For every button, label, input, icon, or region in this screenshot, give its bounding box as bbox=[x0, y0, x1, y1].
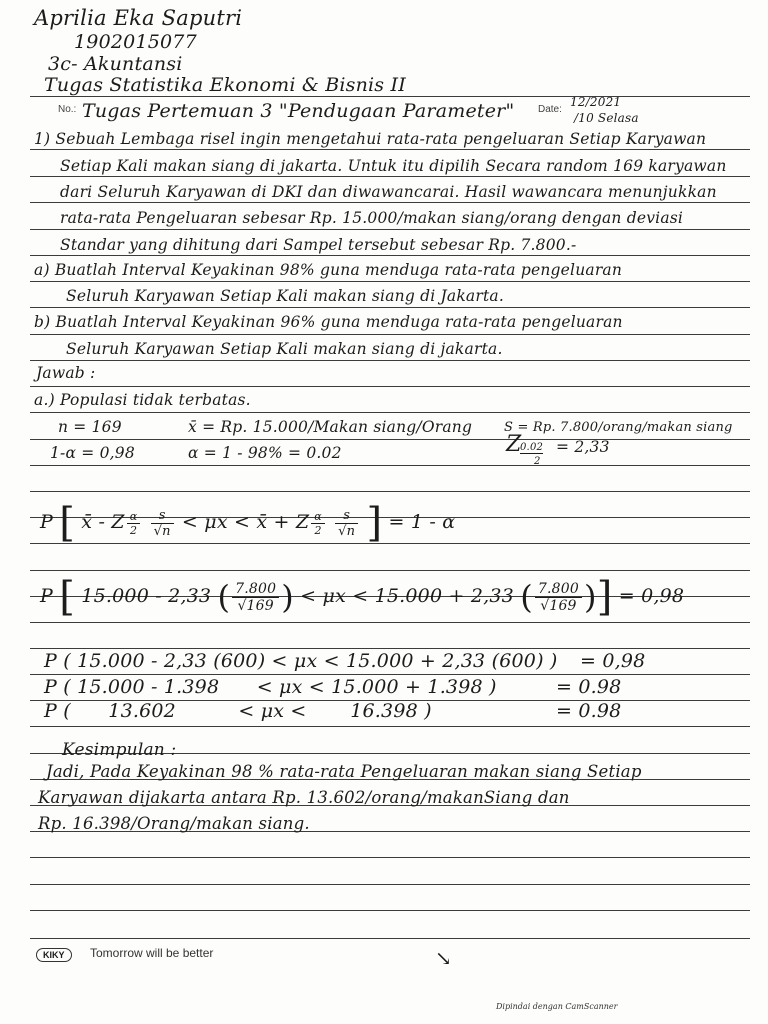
given-mean: x̄ = Rp. 15.000/Makan siang/Orang bbox=[188, 418, 473, 436]
step-row bbox=[44, 650, 558, 672]
sub-paren-open-2: ( bbox=[520, 578, 533, 616]
ruled-line bbox=[30, 938, 750, 939]
step-text: ( 13.602 < μx < 16.398 ) bbox=[63, 700, 432, 722]
step-result: = 0,98 bbox=[580, 650, 646, 672]
sub-den: √169 bbox=[237, 597, 274, 614]
ruled-line bbox=[30, 570, 750, 571]
ruled-line bbox=[30, 202, 750, 203]
given-std: S = Rp. 7.800/orang/makan siang bbox=[504, 420, 733, 435]
ruled-line bbox=[30, 149, 750, 150]
given-alpha: α = 1 - 98% = 0.02 bbox=[188, 444, 342, 462]
formula-mid: < μx < x̄ + Z bbox=[181, 511, 310, 533]
date-label: Date: bbox=[538, 104, 562, 115]
step-text: ( 15.000 - 1.398 < μx < 15.000 + 1.398 ) bbox=[63, 676, 497, 698]
conclusion-heading: Kesimpulan : bbox=[62, 740, 177, 760]
z-value: = 2,33 bbox=[556, 438, 610, 456]
step-result: = 0.98 bbox=[556, 700, 622, 722]
sub-right: = 0,98 bbox=[618, 585, 685, 607]
sub-bracket-close: ] bbox=[596, 574, 613, 620]
sub-paren-close-2: ) bbox=[584, 578, 597, 616]
date-bottom: /10 Selasa bbox=[574, 111, 639, 125]
ruled-line bbox=[30, 281, 750, 282]
problem-line: a) Buatlah Interval Keyakinan 98% guna menduga rata-rata pengeluaran bbox=[34, 261, 623, 279]
course-title: Tugas Statistika Ekonomi & Bisnis II bbox=[44, 74, 406, 96]
student-name: Aprilia Eka Saputri bbox=[34, 6, 243, 30]
z-subscript-num bbox=[520, 442, 543, 453]
formula-bracket-open: [ bbox=[59, 500, 76, 546]
brand-logo: KIKY bbox=[36, 948, 72, 962]
ruled-line bbox=[30, 491, 750, 492]
ruled-line bbox=[30, 622, 750, 623]
problem-line: Setiap Kali makan siang di jakarta. Untuk itu dipilih Secara random 169 karyawan bbox=[60, 157, 727, 175]
ruled-line bbox=[30, 360, 750, 361]
ruled-line bbox=[30, 307, 750, 308]
step-p: P bbox=[44, 650, 57, 672]
problem-line: Standar yang dihitung dari Sampel tersebut sebesar Rp. 7.800.- bbox=[60, 236, 577, 254]
sub-p: P bbox=[40, 585, 53, 607]
sub-den-2: √169 bbox=[540, 597, 577, 614]
formula-general bbox=[40, 500, 455, 546]
formula-right: = 1 - α bbox=[388, 511, 456, 533]
problem-line: Seluruh Karyawan Setiap Kali makan siang di Jakarta. bbox=[66, 287, 504, 305]
ruled-line bbox=[30, 726, 750, 727]
sub-bracket-open: [ bbox=[59, 574, 76, 620]
given-confidence: 1-α = 0,98 bbox=[50, 444, 135, 462]
ruled-line bbox=[30, 176, 750, 177]
sub-num: 7.800 bbox=[232, 581, 279, 598]
ruled-line bbox=[30, 96, 750, 97]
conclusion-line: Rp. 16.398/Orang/makan siang. bbox=[38, 814, 310, 833]
conclusion-line: Karyawan dijakarta antara Rp. 13.602/orang/makanSiang dan bbox=[38, 788, 570, 807]
step-p: P bbox=[44, 676, 57, 698]
ruled-line bbox=[30, 386, 750, 387]
arrow-icon: ↘ bbox=[435, 946, 452, 970]
ruled-line bbox=[30, 255, 750, 256]
step-result: = 0.98 bbox=[556, 676, 622, 698]
step-p: P bbox=[44, 700, 57, 722]
z-symbol: Z bbox=[506, 432, 522, 457]
assignment-title: Tugas Pertemuan 3 "Pendugaan Parameter" bbox=[82, 100, 515, 122]
problem-line: 1) Sebuah Lembaga risel ingin mengetahui rata-rata pengeluaran Setiap Karyawan bbox=[34, 130, 707, 148]
z-subscript-num-text: 0.02 bbox=[520, 442, 544, 453]
formula-p: P bbox=[40, 511, 53, 533]
alpha-den-2: 2 bbox=[314, 523, 322, 537]
answer-heading: Jawab : bbox=[36, 364, 96, 382]
ruled-line bbox=[30, 648, 750, 649]
no-label: No.: bbox=[58, 104, 77, 115]
step-text: ( 15.000 - 2,33 (600) < μx < 15.000 + 2,33 (600) ) bbox=[63, 650, 558, 672]
conclusion-line: Jadi, Pada Keyakinan 98 % rata-rata Pengeluaran makan siang Setiap bbox=[46, 762, 642, 781]
ruled-line bbox=[30, 857, 750, 858]
ruled-line bbox=[30, 674, 750, 675]
problem-line: rata-rata Pengeluaran sebesar Rp. 15.000/makan siang/orang dengan deviasi bbox=[60, 209, 684, 227]
ruled-line bbox=[30, 884, 750, 885]
s-den: √n bbox=[153, 523, 171, 539]
sub-left: 15.000 - 2,33 bbox=[81, 585, 212, 607]
scanner-watermark: Dipindai dengan CamScanner bbox=[496, 1002, 618, 1011]
step-row bbox=[44, 700, 432, 722]
sub-num-2: 7.800 bbox=[535, 581, 582, 598]
z-subscript-den: 2 bbox=[534, 456, 541, 467]
formula-bracket-close: ] bbox=[366, 500, 383, 546]
date-top: 12/2021 bbox=[570, 95, 622, 109]
problem-line: dari Seluruh Karyawan di DKI dan diwawancarai. Hasil wawancara menunjukkan bbox=[60, 183, 717, 201]
sub-paren-close: ) bbox=[281, 578, 294, 616]
alpha-num: α bbox=[127, 510, 141, 524]
problem-line: Seluruh Karyawan Setiap Kali makan siang di jakarta. bbox=[66, 340, 503, 358]
ruled-line bbox=[30, 334, 750, 335]
ruled-line bbox=[30, 465, 750, 466]
footer-motto: Tomorrow will be better bbox=[90, 946, 214, 960]
s-den-2: √n bbox=[338, 523, 356, 539]
given-n: n = 169 bbox=[58, 418, 122, 436]
sub-paren-open: ( bbox=[217, 578, 231, 616]
answer-part-a: a.) Populasi tidak terbatas. bbox=[34, 391, 251, 409]
ruled-line bbox=[30, 910, 750, 911]
s-num: s bbox=[151, 508, 174, 524]
student-class: 3c- Akuntansi bbox=[48, 53, 183, 75]
ruled-line bbox=[30, 412, 750, 413]
ruled-line bbox=[30, 229, 750, 230]
student-nim: 1902015077 bbox=[74, 31, 197, 53]
s-num-2: s bbox=[335, 508, 358, 524]
ruled-line bbox=[30, 439, 750, 440]
formula-substituted bbox=[40, 574, 684, 620]
problem-line: b) Buatlah Interval Keyakinan 96% guna menduga rata-rata pengeluaran bbox=[34, 313, 623, 331]
formula-left: x̄ - Z bbox=[81, 511, 125, 533]
step-row bbox=[44, 676, 497, 698]
alpha-den: 2 bbox=[129, 523, 138, 537]
sub-mid: < μx < 15.000 + 2,33 bbox=[300, 585, 514, 607]
alpha-num-2: α bbox=[311, 510, 325, 524]
